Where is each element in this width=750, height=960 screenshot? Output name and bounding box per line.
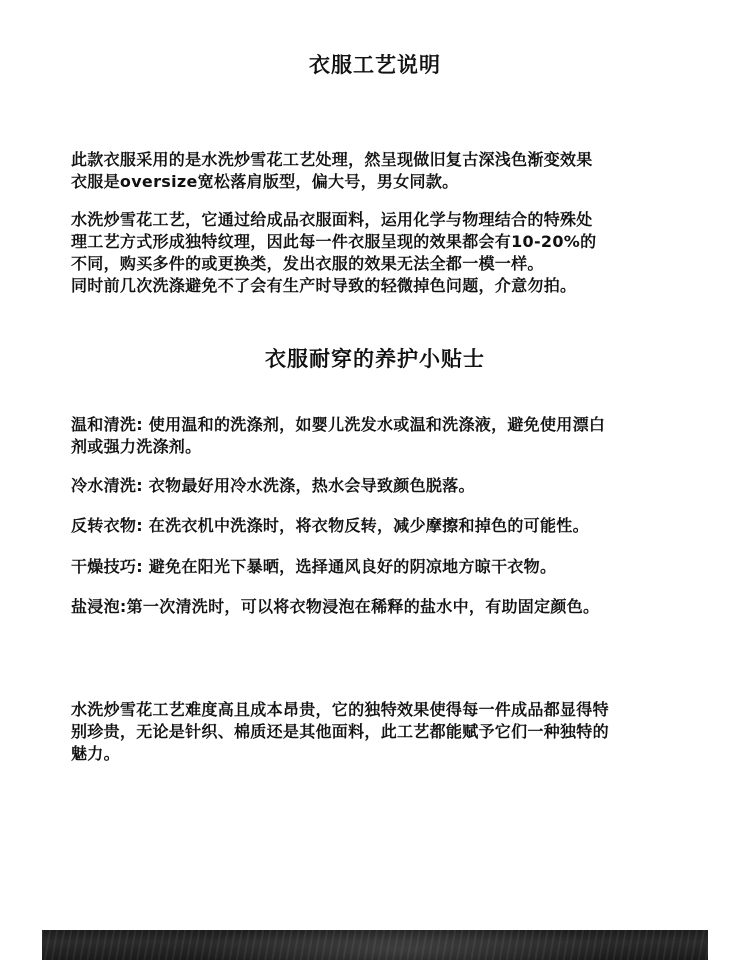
care-tip-inside-out [71, 515, 686, 537]
product-photo [42, 930, 708, 960]
care-tip-drying [71, 556, 686, 578]
fabric-texture [42, 930, 708, 960]
care-tip-gentle-wash [71, 414, 686, 458]
paragraph-line: 不同，购买多件的或更换类，发出衣服的效果无法全都一模一样。 [71, 254, 544, 273]
care-tip-salt-soak [71, 596, 686, 618]
closing-paragraph [71, 699, 686, 765]
paragraph-line: 水洗炒雪花工艺难度高且成本昂贵，它的独特效果使得每一件成品都显得特 [71, 700, 609, 719]
craft-detail-paragraph [71, 209, 686, 297]
tip-line: 剂或强力洗涤剂。 [71, 437, 202, 456]
paragraph-line: 理工艺方式形成独特纹理，因此每一件衣服呈现的效果都会有10-20%的 [71, 232, 597, 251]
paragraph-line: 此款衣服采用的是水洗炒雪花工艺处理，然呈现做旧复古深浅色渐变效果 [71, 150, 593, 169]
tip-line: 盐浸泡:第一次清洗时，可以将衣物浸泡在稀释的盐水中，有助固定颜色。 [71, 597, 600, 616]
care-tips-title: 衣服耐穿的养护小贴士 [265, 347, 485, 371]
tip-line: 反转衣物: 在洗衣机中洗涤时，将衣物反转，减少摩擦和掉色的可能性。 [71, 516, 589, 535]
paragraph-line: 水洗炒雪花工艺，它通过给成品衣服面料，运用化学与物理结合的特殊处 [71, 210, 593, 229]
care-tip-cold-wash [71, 475, 686, 497]
tip-line: 冷水清洗: 衣物最好用冷水洗涤，热水会导致颜色脱落。 [71, 476, 475, 495]
tip-line: 温和清洗: 使用温和的洗涤剂，如婴儿洗发水或温和洗涤液，避免使用漂白 [71, 415, 606, 434]
craft-intro-paragraph [71, 149, 686, 193]
craft-description-title: 衣服工艺说明 [309, 53, 441, 77]
paragraph-line: 同时前几次洗涤避免不了会有生产时导致的轻微掉色问题，介意勿拍。 [71, 276, 577, 295]
paragraph-line: 衣服是oversize宽松落肩版型，偏大号，男女同款。 [71, 172, 459, 191]
tip-line: 干燥技巧: 避免在阳光下暴晒，选择通风良好的阴凉地方晾干衣物。 [71, 557, 557, 576]
paragraph-line: 魅力。 [71, 744, 120, 763]
paragraph-line: 别珍贵，无论是针织、棉质还是其他面料，此工艺都能赋予它们一种独特的 [71, 722, 609, 741]
